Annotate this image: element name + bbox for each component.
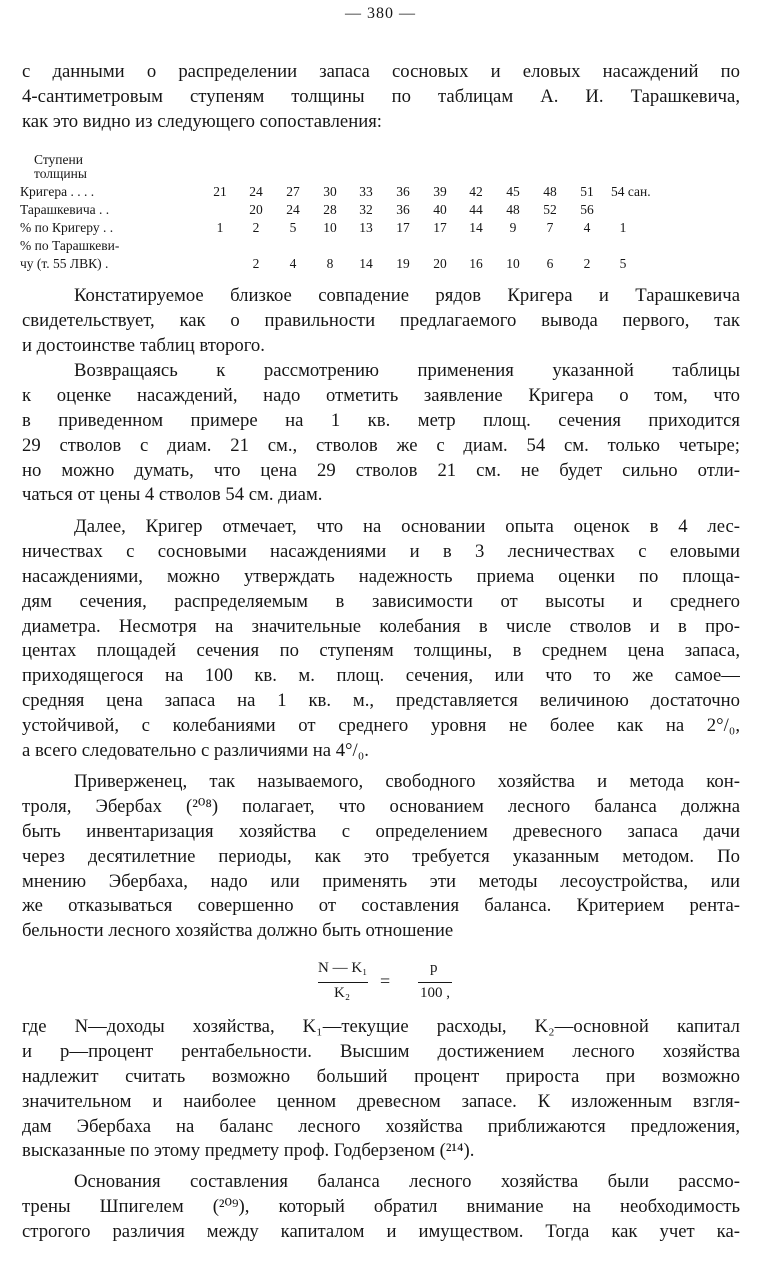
text-line: к оценке насаждений, надо отметить заявление Кригера о том, что: [22, 384, 740, 406]
text-line: дям сечения, распределяемым в зависимости от высоты и среднего: [22, 590, 740, 612]
table-cell: 24: [286, 202, 300, 217]
text-line: диаметра. Несмотря на значительные колебания в числе стволов и в про-: [22, 615, 740, 637]
text-line: насаждениями, можно утверждать надежность приема оценки по площа-: [22, 565, 740, 587]
text-line: средняя цена запаса на 1 кв. м., представляется величиною достаточно: [22, 690, 740, 712]
table-cell: 24: [249, 184, 263, 199]
text-line: же отказываться совершенно от составления баланса. Критерием рента-: [22, 895, 740, 917]
table-cell: 36: [396, 202, 410, 217]
text-line: 29 стволов с диам. 21 см., стволов же с диам. 54 см. только четыре;: [22, 434, 740, 456]
table-row-label: % по Тарашкеви-: [20, 238, 120, 253]
table-cell: 51: [580, 184, 594, 199]
table-cell: 13: [359, 220, 373, 235]
table-cell: 48: [543, 184, 557, 199]
table-cell: 39: [433, 184, 447, 199]
table-cell: 20: [433, 256, 447, 271]
table-cell: 32: [359, 202, 373, 217]
text-line: 4-сантиметровым ступеням толщины по таблицам А. И. Тарашкевича,: [22, 85, 740, 107]
table-cell: 2: [583, 256, 591, 271]
text-line: чаться от цены 4 стволов 54 см. диам.: [22, 484, 323, 506]
text-line: ничествах с сосновыми насаждениями и в 3 лесничествах с еловыми: [22, 540, 740, 562]
table-cell: 28: [323, 202, 337, 217]
fraction-bar: [318, 982, 368, 983]
table-cell: 16: [469, 256, 483, 271]
text-line: значительном и наиболее ценном древесном запасе. К изложенным взгля-: [22, 1090, 740, 1112]
table-header: [34, 166, 87, 182]
text-line: строгого различия между капиталом и имуществом. Тогда как учет ка-: [22, 1220, 740, 1242]
table-row-label: Тарашкевича . .: [20, 202, 110, 217]
table-cell: 4: [583, 220, 591, 235]
table-cell: 21: [213, 184, 227, 199]
table-cell: 8: [326, 256, 334, 271]
table-row-label: Кригера . . . .: [20, 184, 95, 199]
table-row: [20, 220, 740, 238]
table-cell: 7: [546, 220, 554, 235]
table-cell: 20: [249, 202, 263, 217]
table-cell: 14: [469, 220, 483, 235]
table-cell: 27: [286, 184, 300, 199]
text-line: в приведенном примере на 1 кв. метр площ. сечения приходится: [22, 409, 740, 431]
table-cell: 52: [543, 202, 557, 217]
text-line: трены Шпигелем (²⁰⁹), который обратил внимание на необходимость: [22, 1195, 740, 1217]
table-row: [20, 184, 740, 202]
fraction-bar: [418, 982, 452, 983]
formula-right-denominator: 100 ,: [420, 985, 450, 1001]
table-header-line: Ступени: [34, 152, 83, 167]
text-line: как это видно из следующего сопоставления:: [22, 110, 382, 132]
table-cell: 19: [396, 256, 410, 271]
table-cell: 10: [506, 256, 520, 271]
table-cell: 48: [506, 202, 520, 217]
table-row-label: чу (т. 55 ЛВК) .: [20, 256, 109, 271]
text-line: Основания составления баланса лесного хозяйства были рассмо-: [74, 1171, 740, 1192]
table-row: [20, 202, 740, 220]
table-cell: 17: [396, 220, 410, 235]
table-cell: 56: [580, 202, 594, 217]
text-line: мнению Эбербаха, надо или применять эти методы лесоустройства, или: [22, 870, 740, 892]
profitability-formula: [318, 960, 478, 1010]
table-cell: 4: [289, 256, 297, 271]
table-cell: 30: [323, 184, 337, 199]
table-cell: 54 сан.: [611, 184, 651, 199]
text-line: и p—процент рентабельности. Высшим достижением лесного хозяйства: [22, 1040, 740, 1062]
text-line: и достоинстве таблиц второго.: [22, 334, 265, 356]
table-cell: 40: [433, 202, 447, 217]
paragraph-3: [22, 515, 740, 764]
text-line: надлежит считать возможно больший процент прироста при возможно: [22, 1065, 740, 1087]
table-cell: 2: [252, 256, 260, 271]
formula-numerator: N — K₁: [318, 960, 368, 976]
formula-right-numerator: p: [430, 960, 438, 976]
text-line: бельности лесного хозяйства должно быть отношение: [22, 920, 454, 942]
text-line: Далее, Кригер отмечает, что на основании опыта оценок в 4 лес-: [74, 516, 740, 537]
table-row: [20, 256, 740, 274]
table-cell: 2: [252, 220, 260, 235]
text-line: через десятилетние периоды, как это требуется указанным методом. По: [22, 845, 740, 867]
text-line: Констатируемое близкое совпадение рядов Кригера и Тарашкевича: [74, 285, 740, 306]
text-line: дам Эбербаха на баланс лесного хозяйства приближаются предложения,: [22, 1115, 740, 1137]
table-cell: 17: [433, 220, 447, 235]
table-cell: 10: [323, 220, 337, 235]
table-header-line: толщины: [34, 166, 87, 181]
paragraph-2: [22, 359, 740, 508]
paragraph-1: [22, 284, 740, 359]
table-row-label: % по Кригеру . .: [20, 220, 114, 235]
text-line: троля, Эбербах (²⁰⁸) полагает, что основанием лесного баланса должна: [22, 795, 740, 817]
text-line: свидетельствует, как о правильности предлагаемого вывода первого, так: [22, 309, 740, 331]
formula-equals: =: [380, 971, 391, 991]
table-cell: 5: [619, 256, 627, 271]
text-line: центах площадей сечения по ступеням толщины, в среднем цена запаса,: [22, 640, 740, 662]
table-cell: 1: [619, 220, 627, 235]
text-line: но можно думать, что цена 29 стволов 21 см. не будет сильно отли-: [22, 459, 740, 481]
text-line: Возвращаясь к рассмотрению применения указанной таблицы: [74, 360, 740, 381]
text-line: устойчивой, с колебаниями от среднего уровня не более как на 2°/₀,: [22, 715, 740, 737]
table-cell: 1: [216, 220, 224, 235]
text-line: с данными о распределении запаса сосновых и еловых насаждений по: [22, 61, 740, 82]
paragraph-4: [22, 770, 740, 944]
text-line: а всего следовательно с различиями на 4°/₀.: [22, 740, 369, 762]
text-line: Приверженец, так называемого, свободного хозяйства и метода кон-: [74, 771, 740, 792]
table-cell: 6: [546, 256, 554, 271]
table-cell: 45: [506, 184, 520, 199]
text-line: приходящегося на 100 кв. м. площ. сечения, или что то же самое—: [22, 665, 740, 687]
table-cell: 14: [359, 256, 373, 271]
paragraph-5: [22, 1015, 740, 1164]
paragraph-6: [22, 1170, 740, 1245]
table-cell: 9: [509, 220, 517, 235]
table-row: [20, 238, 740, 256]
text-line: где N—доходы хозяйства, K₁—текущие расходы, K₂—основной капитал: [22, 1016, 740, 1037]
table-cell: 36: [396, 184, 410, 199]
intro-paragraph: [22, 60, 740, 135]
table-cell: 5: [289, 220, 297, 235]
table-cell: 42: [469, 184, 483, 199]
page-number: — 380 —: [345, 5, 416, 22]
formula-denominator: K₂: [334, 985, 351, 1001]
text-line: высказанные по этому предмету проф. Годберзеном (²¹⁴).: [22, 1140, 475, 1162]
text-line: быть инвентаризация хозяйства с определением древесного запаса дачи: [22, 820, 740, 842]
table-cell: 33: [359, 184, 373, 199]
table-cell: 44: [469, 202, 483, 217]
